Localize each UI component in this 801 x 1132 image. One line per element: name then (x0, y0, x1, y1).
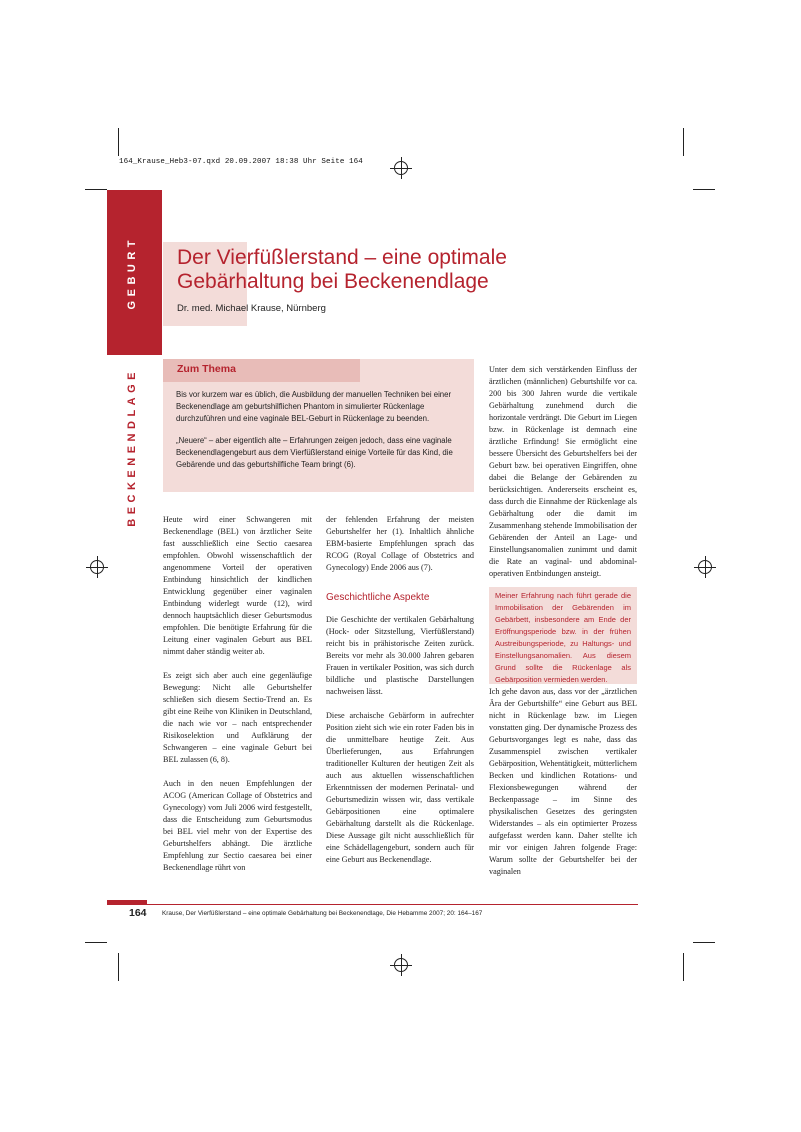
body-paragraph: Heute wird einer Schwangeren mit Beckenendlage (BEL) von ärztlicher Seite fast ausschließlich eine Sectio caesarea empfohlen. Obwohl wissenschaftlich der angenommene Vorteil der operativen Entbindung hinsichtlich der kindlichen Entwicklung gegenüber einer vaginalen Entbindung widerlegt wurde (12), wird dennoch hauptsächlich dieser Geburtsmodus empfohlen. Die benötigte Erfahrung für die Leitung einer vaginalen Geburt aus BEL nimmt daher ständig weiter ab. (163, 515, 312, 656)
crop-mark (683, 953, 684, 981)
crop-mark (683, 128, 684, 156)
topic-label: BECKENENDLAGE (126, 368, 138, 527)
theme-paragraph: „Neuere“ – aber eigentlich alte – Erfahrungen zeigen jedoch, dass eine vaginale Beckenendlagengeburt aus dem Vierfüßlerstand einige Vorteile für das Kind, die Gebärende und das geburtshilfliche Team bringt (6). (176, 436, 453, 469)
pull-quote-text: Meiner Erfahrung nach führt gerade die Immobilisation der Gebärenden im Gebärbett, insbesondere am Ende der Eröffnungsperiode bzw. in der frühen Austreibungsperiode, zu Haltungs- und Einstellungsanomalien. Aus diesem Grund sollte die Rückenlage als Gebärposition vermieden werden. (495, 591, 631, 684)
body-paragraph: Unter dem sich verstärkenden Einfluss der ärztlichen (männlichen) Geburtshilfe vor ca. 200 bis 300 Jahren wurde die vertikale Gebärhaltung zunehmend durch die horizontale verdrängt. Die Geburt im Liegen bzw. in Rückenlage ist demnach eine ärztliche Erfindung! Sie ermöglicht eine bessere Übersicht des Geburtshelfers bei der Geburt bzw. bei operativen Eingriffen, ohne dabei die Belange der Gebärenden zu berücksichtigen. Andererseits erscheint es, dass durch die Einnahme der Rückenlage als Gebärhaltung oder die damit im Zusammenhang stehende Immobilisation der Gebärenden der Anteil an Lage- und Einstellungsanomalien zunimmt und damit die Rate an vaginal- und abdominal-operativen Entbindungen ansteigt. (489, 365, 637, 578)
article-author: Dr. med. Michael Krause, Nürnberg (177, 303, 326, 314)
pull-quote (489, 587, 637, 684)
crop-mark (85, 189, 107, 190)
text-column-3 (489, 364, 637, 592)
page-number: 164 (129, 907, 147, 919)
registration-mark-icon (90, 560, 104, 574)
registration-mark-icon (394, 958, 408, 972)
crop-mark (693, 942, 715, 943)
text-column-3-continued (489, 686, 637, 890)
text-column-1 (163, 514, 312, 886)
footer-reference: Krause, Der Vierfüßlerstand – eine optimale Gebärhaltung bei Beckenendlage, Die Hebamme 2007; 20: 164–167 (162, 910, 483, 917)
theme-box-heading: Zum Thema (177, 363, 236, 375)
article-title: Der Vierfüßlerstand – eine optimale Gebärhaltung bei Beckenendlage (177, 246, 507, 293)
registration-mark-icon (394, 161, 408, 175)
crop-mark (118, 128, 119, 156)
registration-mark-icon (698, 560, 712, 574)
theme-box-text (176, 389, 466, 481)
theme-paragraph: Bis vor kurzem war es üblich, die Ausbildung der manuellen Techniken bei einer Beckenendlage am geburtshilflichen Phantom in simulierter Rückenlage durchzuführen und eine vaginale BEL-Geburt in Rückenlage zu beenden. (176, 390, 452, 423)
body-paragraph: Ich gehe davon aus, dass vor der „ärztlichen Ära der Geburtshilfe“ eine Geburt aus BEL nicht in Rückenlage bzw. im Liegen vonstatten ging. Der dynamische Prozess des Geburtsvorganges legt es nahe, dass das Zusammenspiel zwischen vertikaler Gebärposition, Wehentätigkeit, mütterlichem Becken und kindlichen Rotations- und Flexionsbewegungen während der Beckenpassage – im Sinne des physikalischen Gesetzes des geringsten Widerstandes – als ein optimierter Prozess aufgefasst werden kann. Daher stellte ich mir vor einigen Jahren folgende Frage: Warum sollte der Geburtshelfer bei der vaginalen (489, 687, 637, 876)
body-paragraph: Die Geschichte der vertikalen Gebärhaltung (Hock- oder Sitzstellung, Vierfüßlerstand) reicht bis in prähistorische Zeiten zurück. Bereits vor mehr als 30.000 Jahren gebaren Frauen in vertikaler Position, was sich durch bildliche und plastische Darstellungen nachweisen lässt. (326, 615, 474, 696)
theme-box-header (163, 359, 360, 382)
footer-rule (107, 904, 638, 905)
body-paragraph: Es zeigt sich aber auch eine gegenläufige Bewegung: Nicht alle Geburtshelfer schließen sich diesem Sectio-Trend an. Es gibt eine Reihe von Kliniken in Deutschland, die nach wie vor – nach entsprechender Risikoselektion und Aufklärung der Schwangeren – eine vaginale Geburt bei BEL zulassen (6, 8). (163, 671, 312, 764)
text-column-2 (326, 514, 474, 878)
crop-mark (85, 942, 107, 943)
body-paragraph: Auch in den neuen Empfehlungen der ACOG (American Collage of Obstetrics and Gynecology) vom Juli 2006 wird festgestellt, dass die Entscheidung zum Geburtsmodus bei BEL viel mehr von der Expertise des Geburtshelfers abhängt. Die ärztliche Empfehlung zur Sectio caesarea bei einer Beckenendlage rührt von (163, 779, 312, 872)
section-label: GEBURT (126, 236, 138, 310)
body-paragraph: der fehlenden Erfahrung der meisten Geburtshelfer her (1). Inhaltlich ähnliche EBM-basierte Empfehlungen sprach das RCOG (Royal Collage of Obstetrics and Gynecology) Ende 2006 aus (7). (326, 515, 474, 572)
print-slug: 164_Krause_Heb3-07.qxd 20.09.2007 18:38 Uhr Seite 164 (119, 158, 363, 166)
section-heading: Geschichtliche Aspekte (326, 592, 430, 603)
body-paragraph: Diese archaische Gebärform in aufrechter Position zieht sich wie ein roter Faden bis in die unmittelbare heutige Zeit. Aus Überlieferungen, aus Erfahrungen traditioneller Kulturen der heutigen Zeit als auch aus aktuellen wissenschaftlichen Erkenntnissen der modernen Perinatal- und Geburtsmedizin wissen wir, dass vertikale Gebärpositionen eine optimalere Gebärhaltung darstellt als die Rückenlage. Diese Aussage gilt nicht ausschließlich für eine Schädellagengeburt, sondern auch für eine Geburt aus Beckenendlage. (326, 711, 474, 864)
crop-mark (693, 189, 715, 190)
crop-mark (118, 953, 119, 981)
